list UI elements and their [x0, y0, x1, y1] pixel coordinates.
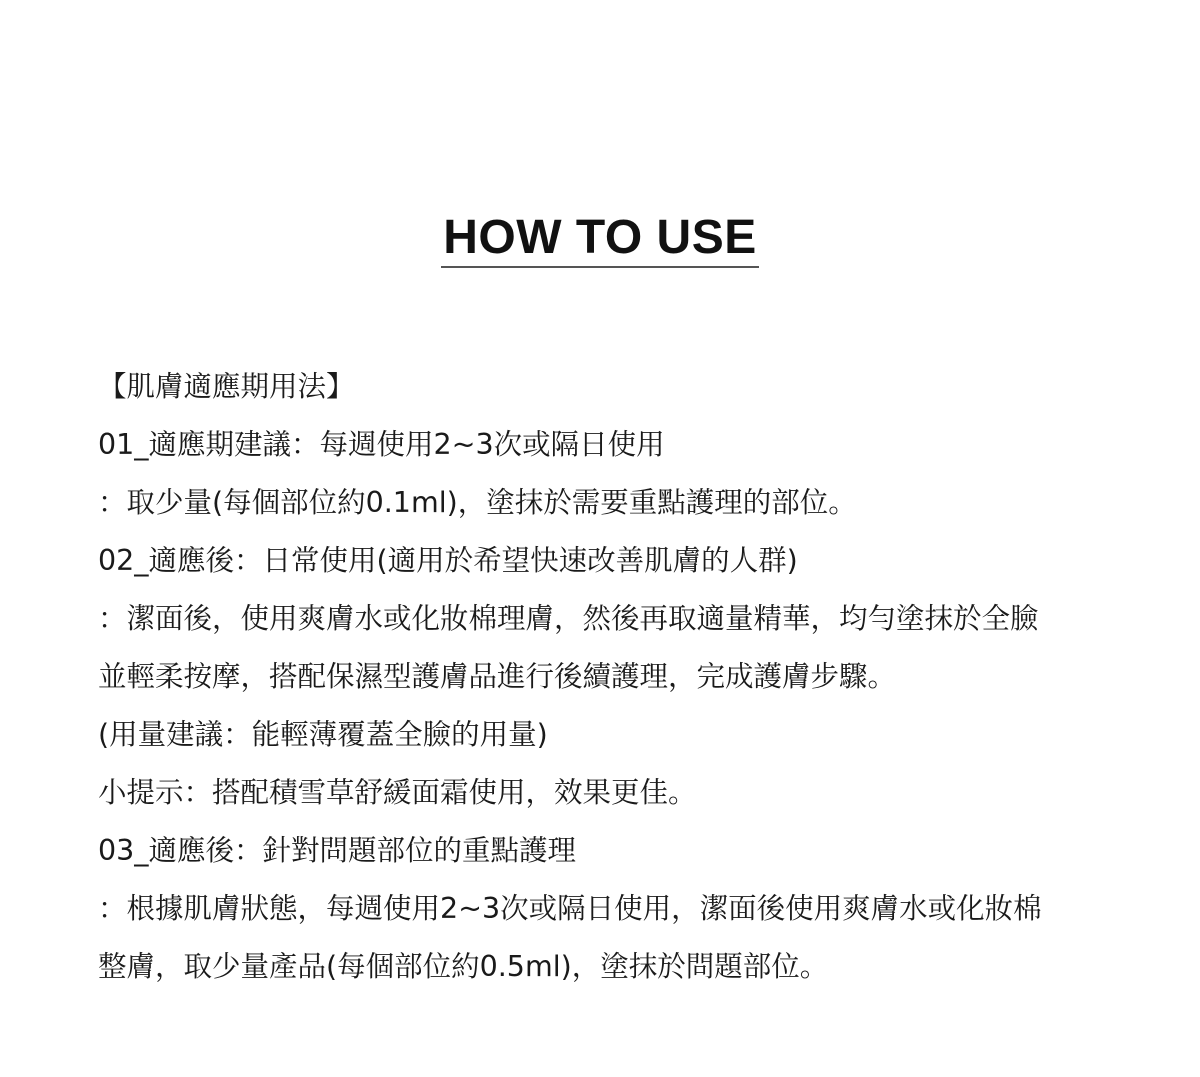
section-heading: 【肌膚適應期用法】 [98, 370, 355, 403]
instructions-body [98, 358, 1158, 996]
step-02-title: 02_適應後：日常使用(適用於希望快速改善肌膚的人群) [98, 544, 798, 577]
step-02-detail: ：潔面後，使用爽膚水或化妝棉理膚，然後再取適量精華，均勻塗抹於全臉 [98, 602, 1039, 635]
step-03-title: 03_適應後：針對問題部位的重點護理 [98, 834, 577, 867]
step-02-detail-continued: 並輕柔按摩，搭配保濕型護膚品進行後續護理，完成護膚步驟。 [98, 660, 897, 693]
dosage-suggestion: (用量建議：能輕薄覆蓋全臉的用量) [98, 718, 548, 751]
step-01-detail: ：取少量(每個部位約0.1ml)，塗抹於需要重點護理的部位。 [98, 486, 857, 519]
step-03-detail-continued: 整膚，取少量產品(每個部位約0.5ml)，塗抹於問題部位。 [98, 950, 829, 983]
page-title: HOW TO USE [441, 212, 758, 268]
step-01-title: 01_適應期建議：每週使用2~3次或隔日使用 [98, 428, 665, 461]
step-03-detail: ：根據肌膚狀態，每週使用2~3次或隔日使用，潔面後使用爽膚水或化妝棉 [98, 892, 1042, 925]
heading-container [0, 212, 1200, 268]
tip-text: 小提示：搭配積雪草舒緩面霜使用，效果更佳。 [98, 776, 697, 809]
